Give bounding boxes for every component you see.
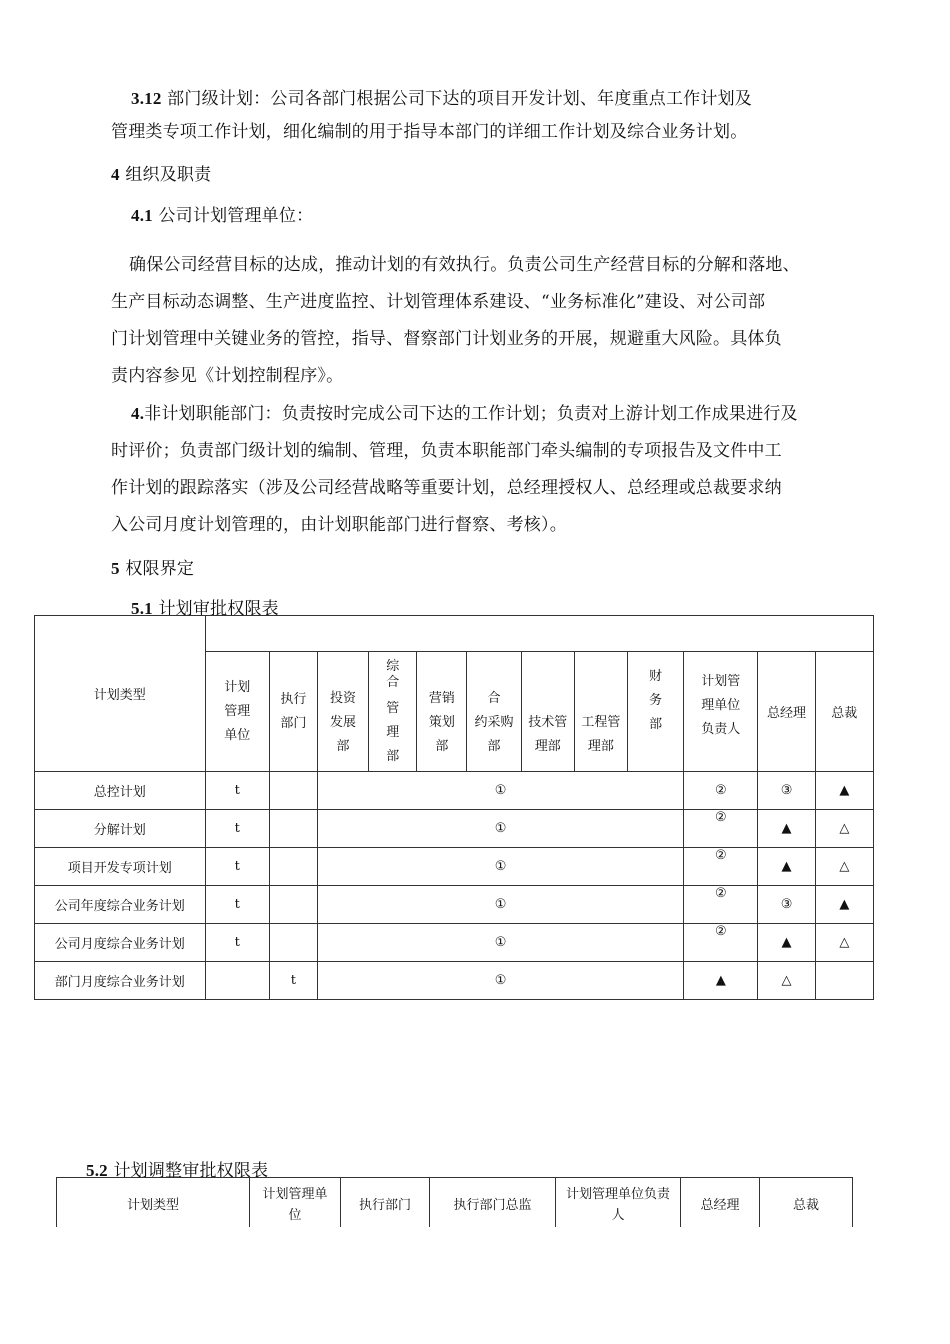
unit-head-cell: ② xyxy=(684,886,758,924)
header-exec-dept: 执行 部门 xyxy=(269,652,317,772)
section-number: 4 xyxy=(111,165,120,184)
gm-cell: ▲ xyxy=(758,848,815,886)
unit-head-cell: ② xyxy=(684,772,758,810)
plan-type-cell: 公司年度综合业务计划 xyxy=(35,886,206,924)
para-4-1-line-2: 生产目标动态调整、生产进度监控、计划管理体系建设、“业务标准化”建设、对公司部 xyxy=(111,292,766,312)
section-4-heading xyxy=(111,160,211,185)
plan-unit-cell: t xyxy=(205,810,269,848)
section-number: 5.2 xyxy=(86,1161,108,1180)
plan-unit-cell: t xyxy=(205,924,269,962)
gm-cell: △ xyxy=(758,962,815,1000)
plan-type-cell: 公司月度综合业务计划 xyxy=(35,924,206,962)
header-invest-dept: 投资 发展 部 xyxy=(317,652,368,772)
departments-cell: ① xyxy=(317,924,683,962)
plan-unit-cell xyxy=(205,962,269,1000)
section-title: 权限界定 xyxy=(125,559,195,579)
president-cell: ▲ xyxy=(815,772,873,810)
president-cell: △ xyxy=(815,848,873,886)
unit-head-cell: ② xyxy=(684,848,758,886)
header-eng-dept: 工程管 理部 xyxy=(574,652,627,772)
section-title: 组织及职责 xyxy=(125,165,212,185)
exec-dept-cell xyxy=(269,810,317,848)
t2-header-exec-dept: 执行部门 xyxy=(341,1178,430,1228)
plan-unit-cell: t xyxy=(205,772,269,810)
plan-unit-cell: t xyxy=(205,848,269,886)
section-number: 4.1 xyxy=(131,206,153,225)
t2-header-plan-type: 计划类型 xyxy=(57,1178,250,1228)
plan-approval-authority-table xyxy=(34,615,874,1000)
plan-type-cell: 项目开发专项计划 xyxy=(35,848,206,886)
table-row xyxy=(35,772,874,810)
gm-cell: ▲ xyxy=(758,924,815,962)
para-4-1-line-4: 责内容参见《计划控制程序》。 xyxy=(111,366,344,386)
section-title: 公司计划管理单位： xyxy=(158,206,314,226)
gm-cell: ③ xyxy=(758,772,815,810)
table-header-row-top xyxy=(35,616,874,652)
para-4-x-line-2: 时评价；负责部门级计划的编制、管理，负责本职能部门牵头编制的专项报告及文件中工 xyxy=(111,441,782,461)
plan-adjustment-table-wrapper xyxy=(56,1177,853,1227)
header-plan-type: 计划类型 xyxy=(35,616,206,772)
t2-header-exec-director: 执行部门总监 xyxy=(430,1178,556,1228)
t2-header-plan-unit: 计划管理单 位 xyxy=(250,1178,341,1228)
para-text: 非计划职能部门：负责按时完成公司下达的工作计划；负责对上游计划工作成果进行及 xyxy=(144,404,798,424)
para-3-12-line-1 xyxy=(131,84,752,109)
para-4-1-line-1: 确保公司经营目标的达成，推动计划的有效执行。负责公司生产经营目标的分解和落地、 xyxy=(129,255,800,275)
header-tech-dept: 技术管 理部 xyxy=(521,652,574,772)
header-finance-dept: 财 务 部 xyxy=(628,652,684,772)
header-contract-dept: 合 约采购 部 xyxy=(467,652,521,772)
header-plan-unit: 计划 管理 单位 xyxy=(205,652,269,772)
president-cell: △ xyxy=(815,924,873,962)
plan-type-cell: 分解计划 xyxy=(35,810,206,848)
header-president: 总裁 xyxy=(815,652,873,772)
para-4-1-line-3: 门计划管理中关键业务的管控，指导、督察部门计划业务的开展，规避重大风险。具体负 xyxy=(111,329,782,349)
gm-cell: ③ xyxy=(758,886,815,924)
president-cell xyxy=(815,962,873,1000)
exec-dept-cell xyxy=(269,848,317,886)
departments-cell: ① xyxy=(317,962,683,1000)
section-4-1-heading xyxy=(131,201,313,226)
exec-dept-cell xyxy=(269,924,317,962)
section-number: 5.1 xyxy=(131,599,153,618)
header-general-mgmt-dept: 综 合 管 理 部 xyxy=(369,652,417,772)
header-gm: 总经理 xyxy=(758,652,815,772)
para-3-12-line-2: 管理类专项工作计划，细化编制的用于指导本部门的详细工作计划及综合业务计划。 xyxy=(111,122,748,142)
exec-dept-cell xyxy=(269,772,317,810)
unit-head-cell: ② xyxy=(684,924,758,962)
unit-head-cell: ▲ xyxy=(684,962,758,1000)
header-top-blank xyxy=(205,616,873,652)
para-text: 部门级计划：公司各部门根据公司下达的项目开发计划、年度重点工作计划及 xyxy=(167,89,752,109)
table-row xyxy=(35,810,874,848)
plan-type-cell: 总控计划 xyxy=(35,772,206,810)
header-marketing-dept: 营销 策划 部 xyxy=(417,652,467,772)
table2-header-row xyxy=(57,1178,853,1228)
t2-header-unit-head: 计划管理单位负责 人 xyxy=(556,1178,681,1228)
exec-dept-cell: t xyxy=(269,962,317,1000)
section-title: 计划审批权限表 xyxy=(158,599,279,619)
departments-cell: ① xyxy=(317,772,683,810)
plan-adjustment-authority-table xyxy=(56,1177,853,1227)
table-row xyxy=(35,924,874,962)
plan-unit-cell: t xyxy=(205,886,269,924)
plan-type-cell: 部门月度综合业务计划 xyxy=(35,962,206,1000)
section-5-heading xyxy=(111,554,194,579)
unit-head-cell: ② xyxy=(684,810,758,848)
departments-cell: ① xyxy=(317,848,683,886)
gm-cell: ▲ xyxy=(758,810,815,848)
president-cell: ▲ xyxy=(815,886,873,924)
president-cell: △ xyxy=(815,810,873,848)
exec-dept-cell xyxy=(269,886,317,924)
table-row xyxy=(35,848,874,886)
table-row xyxy=(35,886,874,924)
header-unit-head: 计划管 理单位 负责人 xyxy=(684,652,758,772)
para-4-x-line-1 xyxy=(131,399,798,424)
section-number: 4. xyxy=(131,404,145,423)
section-number: 3.12 xyxy=(131,89,162,108)
departments-cell: ① xyxy=(317,886,683,924)
t2-header-president: 总裁 xyxy=(760,1178,853,1228)
section-title: 计划调整审批权限表 xyxy=(113,1161,269,1181)
table-row xyxy=(35,962,874,1000)
para-4-x-line-3: 作计划的跟踪落实（涉及公司经营战略等重要计划，总经理授权人、总经理或总裁要求纳 xyxy=(111,478,782,498)
para-4-x-line-4: 入公司月度计划管理的，由计划职能部门进行督察、考核）。 xyxy=(111,515,567,535)
section-number: 5 xyxy=(111,559,120,578)
t2-header-gm: 总经理 xyxy=(681,1178,760,1228)
departments-cell: ① xyxy=(317,810,683,848)
